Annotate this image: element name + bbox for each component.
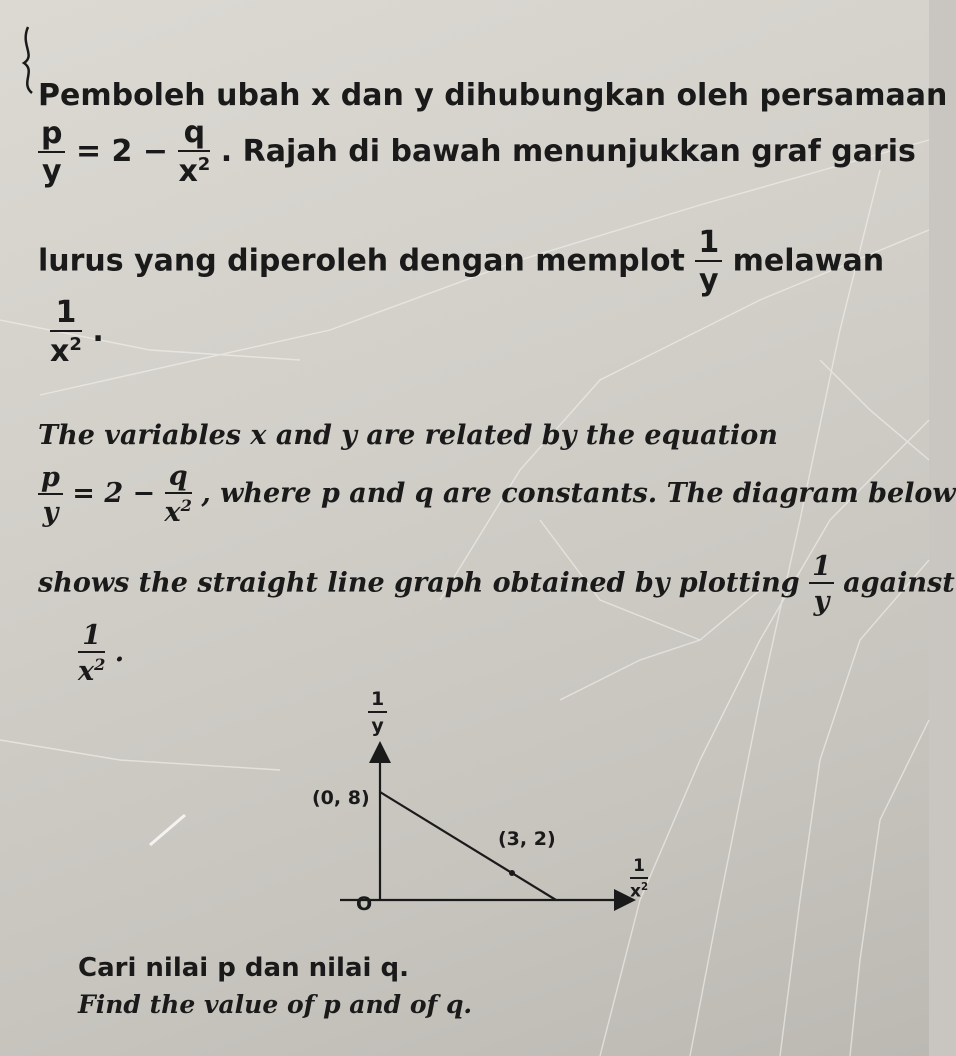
frac-p-over-y: [38, 115, 65, 189]
frac-numerator: 1: [809, 553, 834, 584]
frac-numerator: q: [165, 463, 192, 494]
denominator-variable: x: [178, 154, 198, 189]
malay-line-3-tail: melawan: [732, 243, 885, 279]
denominator-variable: x: [50, 334, 70, 369]
denominator-variable: x: [164, 497, 181, 528]
y-axis-label-den: y: [371, 715, 384, 737]
frac-numerator: 1: [78, 622, 105, 653]
denominator-power: 2: [197, 154, 211, 175]
english-line-3-head: shows the straight line graph obtained by plotting: [38, 567, 800, 599]
frac-denominator: y: [42, 496, 59, 528]
english-line-3-tail: against: [843, 567, 955, 599]
question-english: Find the value of p and of q.: [78, 990, 473, 1019]
malay-line-3-head: lurus yang diperoleh dengan memplot: [38, 243, 685, 279]
frac-denominator: [165, 494, 192, 526]
english-intro-text: The variables x and y are related by the equation: [38, 420, 778, 451]
point-3-2-marker: [509, 870, 515, 876]
english-line-2-tail: , where p and q are constants. The diagram below: [201, 478, 956, 509]
frac-denominator: y: [41, 153, 62, 189]
frac-denominator: [78, 653, 105, 685]
frac-numerator: q: [178, 118, 210, 152]
frac-1-over-x2: [50, 295, 82, 369]
english-line-3: [38, 553, 955, 615]
y-axis-label-num: 1: [368, 690, 387, 713]
frac-numerator: 1: [50, 298, 82, 332]
frac-1-over-y: [809, 553, 834, 615]
malay-line-4: [50, 295, 104, 369]
origin-label: O: [356, 893, 373, 915]
malay-intro-text: Pemboleh ubah x dan y dihubungkan oleh persamaan: [38, 78, 948, 113]
denominator-power: 2: [94, 655, 106, 674]
frac-1-over-y: [695, 225, 722, 298]
denominator-power: 2: [69, 334, 82, 355]
frac-p-over-y: [38, 461, 63, 528]
x-axis-label: [630, 858, 648, 901]
x-axis-label-den: [630, 879, 648, 901]
x-axis-den-variable: x: [630, 881, 641, 902]
frac-denominator: [50, 332, 82, 367]
frac-q-over-x2: [165, 463, 192, 526]
frac-numerator: p: [38, 119, 65, 153]
point-label: (3, 2): [498, 828, 556, 850]
frac-q-over-x2: [178, 115, 211, 189]
english-line-4-tail: .: [114, 637, 125, 668]
question-malay: Cari nilai p dan nilai q.: [78, 953, 409, 983]
malay-line-3: [38, 225, 885, 298]
equation-middle: = 2 −: [72, 478, 156, 509]
frac-numerator: p: [38, 464, 63, 495]
malay-line-1: [38, 78, 947, 113]
frac-denominator: y: [813, 586, 830, 617]
x-axis-den-power: 2: [640, 882, 649, 893]
denominator-variable: x: [78, 656, 95, 687]
malay-equation-line: [38, 115, 916, 189]
y-axis-label: [368, 690, 387, 736]
bracket-mark: [10, 25, 40, 95]
graph-svg: [280, 690, 700, 940]
line-graph: [280, 690, 700, 940]
frac-denominator: y: [698, 263, 719, 298]
denominator-power: 2: [180, 496, 192, 515]
intercept-label: (0, 8): [312, 787, 370, 809]
malay-line-4-tail: .: [92, 314, 104, 349]
english-equation-line: [38, 463, 956, 526]
english-line-1: [38, 420, 778, 451]
frac-numerator: 1: [695, 228, 722, 262]
english-line-4: [78, 622, 124, 685]
x-axis-label-num: 1: [630, 858, 648, 879]
frac-1-over-x2: [78, 622, 105, 685]
equation-middle: = 2 −: [75, 134, 168, 169]
frac-denominator: [178, 152, 210, 187]
malay-line-2-tail: . Rajah di bawah menunjukkan graf garis: [220, 134, 916, 169]
